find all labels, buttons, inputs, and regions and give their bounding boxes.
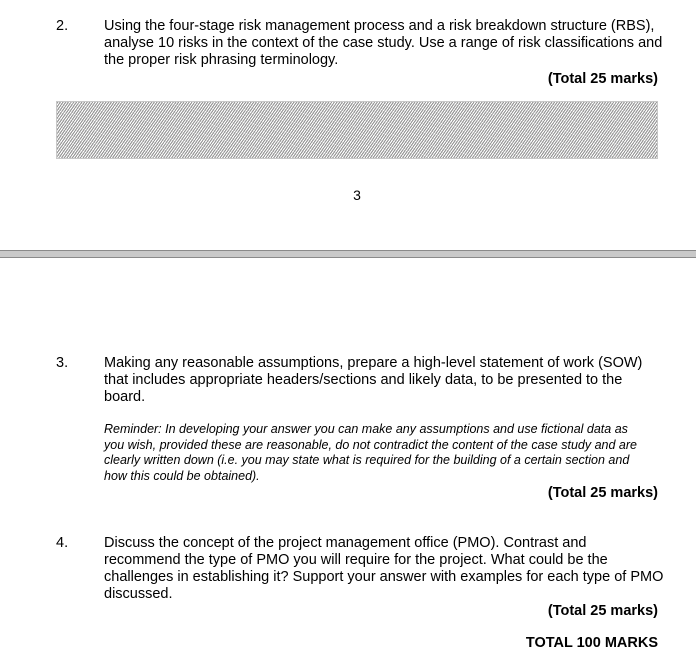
question-2-number: 2. — [56, 18, 69, 34]
hatched-blank-area — [56, 101, 658, 159]
question-3-reminder: Reminder: In developing your answer you can make any assumptions and use fictional data as you wish, provided these are reasonable, do not contradict the content of the case study and are clearly written down (i.e. you may state what is required for the building of a certain section and how this could be obtained). — [104, 422, 637, 483]
question-3-text: Making any reasonable assumptions, prepare a high-level statement of work (SOW) that includes appropriate headers/sections and likely data, to be presented to the board. — [104, 355, 643, 405]
question-4-marks: (Total 25 marks) — [547, 603, 658, 619]
page-3 — [0, 0, 696, 250]
question-2-marks: (Total 25 marks) — [547, 71, 658, 87]
question-2-text: Using the four-stage risk management process and a risk breakdown structure (RBS), analyse 10 risks in the context of the case study. Use a range of risk classifications and the proper risk phrasing terminology. — [104, 18, 663, 68]
question-4-text: Discuss the concept of the project management office (PMO). Contrast and recommend the type of PMO you will require for the project. What could be the challenges in establishing it? Support your answer with examples for each type of PMO discussed. — [104, 535, 664, 602]
question-3-number: 3. — [56, 355, 69, 371]
total-marks: TOTAL 100 MARKS — [525, 635, 658, 651]
page-number: 3 — [353, 187, 361, 203]
question-3-marks: (Total 25 marks) — [547, 485, 658, 501]
question-4-number: 4. — [56, 535, 69, 551]
page-separator — [0, 250, 696, 258]
